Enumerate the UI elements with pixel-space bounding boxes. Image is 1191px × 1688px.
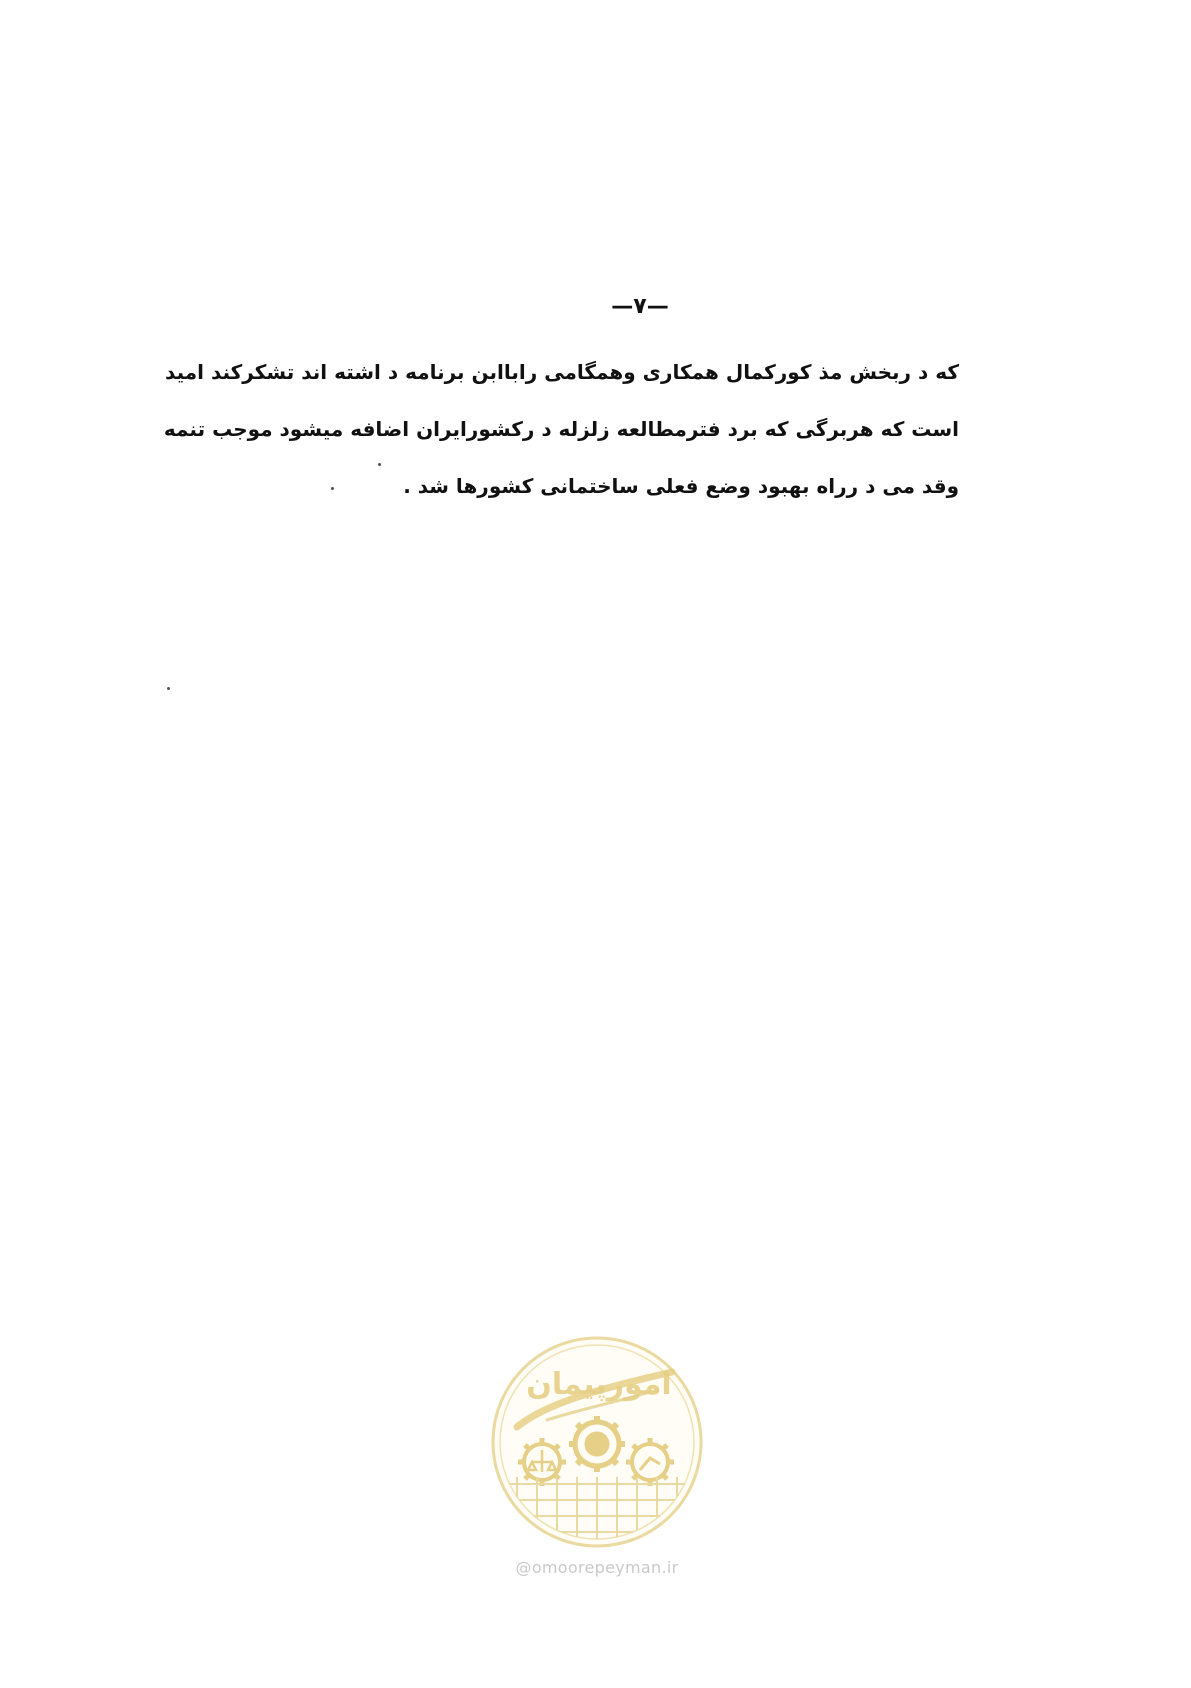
scan-speck (167, 687, 170, 690)
paragraph-line-1: که د ربخش مذ کورکمال همکاری وهمگامی راباابن برنامه د اشته اند تشکرکند امید (165, 360, 959, 384)
watermark-site: @omoorepeyman.ir (515, 1558, 679, 1577)
scan-speck (378, 463, 381, 466)
watermark-emblem (487, 1332, 707, 1552)
scales-gear-icon (518, 1438, 566, 1486)
gear-icon (569, 1416, 625, 1472)
scan-speck (331, 487, 334, 490)
watermark-logo-text: امورپیمان (526, 1367, 672, 1402)
paragraph-line-2: است که هربرگی که برد فترمطالعه زلزله د رکشورایران اضافه میشود موجب تنمه (163, 417, 959, 441)
paragraph-line-3: وقد می د رراه بهبود وضع فعلی ساختمانی کشورها شد . (403, 474, 959, 498)
page-number: —۷— (611, 294, 669, 319)
watermark-logo (487, 1332, 707, 1592)
